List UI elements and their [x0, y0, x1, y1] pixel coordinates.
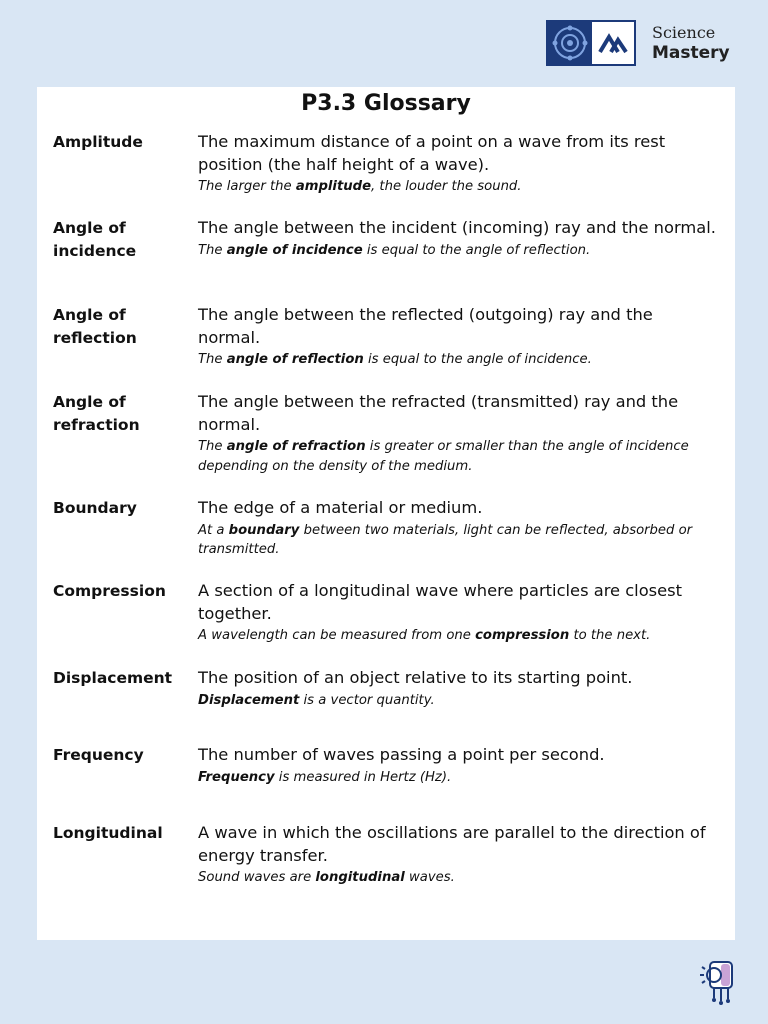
definition-block	[198, 497, 718, 560]
definition-block	[198, 304, 718, 370]
atom-icon	[547, 21, 592, 65]
example-keyword: compression	[475, 628, 570, 643]
definition: A wave in which the oscillations are parallel to the direction of energy transfer.	[198, 823, 706, 865]
example-keyword: boundary	[228, 522, 300, 538]
example-text: The	[198, 242, 227, 258]
example-sentence	[198, 521, 718, 560]
definition-block	[198, 131, 718, 197]
term: Compression	[53, 582, 166, 600]
example-sentence	[198, 768, 718, 788]
definition: The position of an object relative to its starting point.	[198, 668, 633, 687]
definition-block	[198, 580, 718, 646]
example-text: At a	[198, 522, 229, 538]
example-keyword: Displacement	[198, 692, 300, 708]
definition: The edge of a material or medium.	[198, 498, 483, 517]
definition-block	[198, 744, 718, 787]
example-text: , the louder the sound.	[371, 179, 522, 194]
page-title: P3.3 Glossary	[301, 91, 471, 116]
example-keyword: angle of incidence	[226, 242, 363, 258]
term: Longitudinal	[53, 824, 163, 842]
definition: The maximum distance of a point on a wave from its rest position (the half height of a wave).	[198, 132, 666, 174]
glossary-card	[37, 87, 735, 940]
example-text: Sound waves are	[198, 870, 316, 885]
example-text: A wavelength can be measured from one	[198, 628, 476, 643]
example-sentence	[198, 691, 718, 711]
example-sentence	[198, 241, 718, 261]
mountain-chevron-icon	[592, 22, 634, 64]
example-keyword: angle of reflection	[226, 352, 364, 367]
lightbulb-icon	[694, 958, 738, 1010]
term: Amplitude	[53, 133, 143, 151]
brand-name	[652, 23, 730, 63]
example-text: waves.	[404, 870, 455, 885]
example-text: to the next.	[569, 628, 651, 643]
definition: The angle between the refracted (transmitted) ray and the normal.	[198, 392, 679, 434]
term: Angle of refraction	[53, 393, 140, 434]
term: Angle of incidence	[53, 219, 137, 260]
example-keyword: Frequency	[198, 769, 275, 785]
example-text: The	[198, 439, 227, 454]
example-sentence	[198, 437, 718, 476]
term: Frequency	[53, 746, 144, 764]
example-text: is greater or smaller than the angle of incidence depending on the density of the medium.	[198, 439, 689, 474]
example-sentence	[198, 177, 718, 197]
definition-block	[198, 667, 718, 710]
brand-line-mastery: Mastery	[652, 43, 730, 63]
term: Angle of reflection	[53, 306, 137, 347]
example-keyword: longitudinal	[315, 870, 405, 885]
definition: A section of a longitudinal wave where particles are closest together.	[198, 581, 683, 623]
brand-line-science: Science	[652, 23, 716, 42]
definition: The angle between the reflected (outgoing) ray and the normal.	[198, 305, 653, 347]
term: Displacement	[53, 669, 173, 687]
definition: The angle between the incident (incoming) ray and the normal.	[198, 218, 716, 237]
example-keyword: angle of refraction	[226, 439, 366, 454]
example-text: The	[198, 352, 227, 367]
term: Boundary	[53, 499, 137, 517]
example-text: The larger the	[198, 179, 296, 194]
example-keyword: amplitude	[295, 179, 372, 194]
example-sentence	[198, 868, 718, 888]
example-text: between two materials, light can be reflected, absorbed or transmitted.	[198, 522, 693, 557]
example-text: is a vector quantity.	[299, 692, 435, 708]
example-text: is equal to the angle of reflection.	[362, 242, 591, 258]
example-sentence	[198, 350, 718, 370]
definition-block	[198, 391, 718, 476]
definition-block	[198, 217, 718, 260]
example-text: is measured in Hertz (Hz).	[274, 769, 452, 785]
example-sentence	[198, 626, 718, 646]
brand-logo	[546, 20, 730, 66]
definition: The number of waves passing a point per second.	[198, 745, 605, 764]
definition-block	[198, 822, 718, 888]
example-text: is equal to the angle of incidence.	[363, 352, 592, 367]
logo-mark	[546, 20, 636, 66]
